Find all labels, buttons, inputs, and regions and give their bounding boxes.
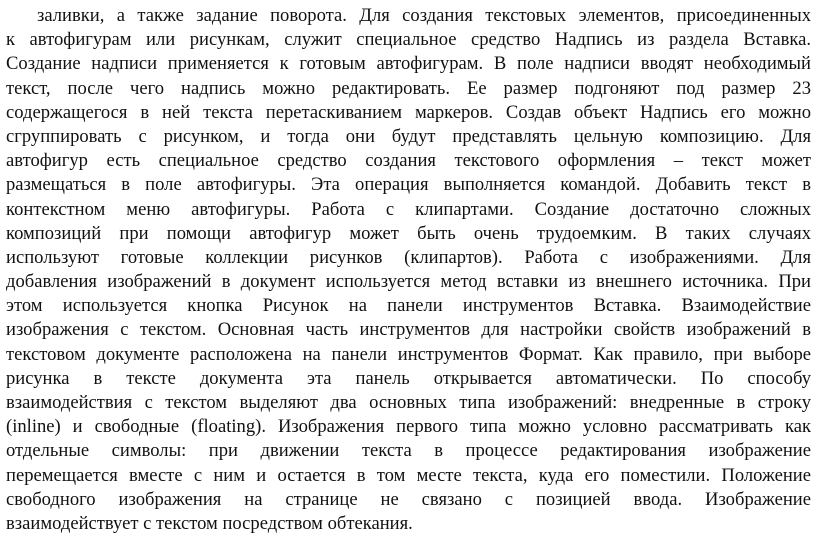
- text-line: заливки, а также задание поворота. Для создания текстовых элементов, присоединенных: [37, 5, 811, 26]
- text-line: свободного изображения на странице не связано с позицией ввода. Изображение: [6, 488, 811, 510]
- text-line: текстовом документе расположена на панели инструментов Формат. Как правило, при выборе: [6, 343, 811, 365]
- text-line: (inline) и свободные (floating). Изображения первого типа можно условно рассматривать как: [6, 416, 811, 438]
- text-line: содержащегося в ней текста перетаскиванием маркеров. Создав объект Надпись его можно: [6, 101, 811, 123]
- text-line: отдельные символы: при движении текста в процессе редактирования изображение: [6, 440, 811, 462]
- text-line: Создание надписи применяется к готовым автофигурам. В поле надписи вводят необходимый: [6, 53, 811, 75]
- text-line: перемещается вместе с ним и остается в том месте текста, куда его поместили. Положение: [6, 464, 811, 486]
- text-line: автофигур есть специальное средство создания текстового оформления – текст может: [6, 150, 811, 172]
- text-line: композиций при помощи автофигур может быть очень трудоемким. В таких случаях: [6, 222, 811, 244]
- text-line: текст, после чего надпись можно редактировать. Ее размер подгоняют под размер 23: [6, 77, 811, 99]
- text-line: сгруппировать с рисунком, и тогда они будут представлять цельную композицию. Для: [6, 125, 811, 147]
- text-line: размещаться в поле автофигуры. Эта операция выполняется командой. Добавить текст в: [6, 174, 811, 196]
- text-line: добавления изображений в документ используется метод вставки из внешнего источника. При: [6, 271, 811, 293]
- text-line: используют готовые коллекции рисунков (клипартов). Работа с изображениями. Для: [6, 246, 811, 268]
- text-line: рисунка в тексте документа эта панель открывается автоматически. По способу: [6, 367, 811, 389]
- text-line: взаимодействия с текстом выделяют два основных типа изображений: внедренные в строку: [6, 392, 811, 413]
- text-line: взаимодействует с текстом посредством обтекания.: [6, 512, 413, 534]
- text-line: контекстном меню автофигуры. Работа с клипартами. Создание достаточно сложных: [6, 198, 811, 220]
- document-page: [6, 4, 811, 536]
- text-line: к автофигурам или рисункам, служит специальное средство Надпись из раздела Вставка.: [6, 29, 811, 51]
- text-line: изображения с текстом. Основная часть инструментов для настройки свойств изображений в: [6, 319, 811, 341]
- text-line: этом используется кнопка Рисунок на панели инструментов Вставка. Взаимодействие: [6, 295, 811, 317]
